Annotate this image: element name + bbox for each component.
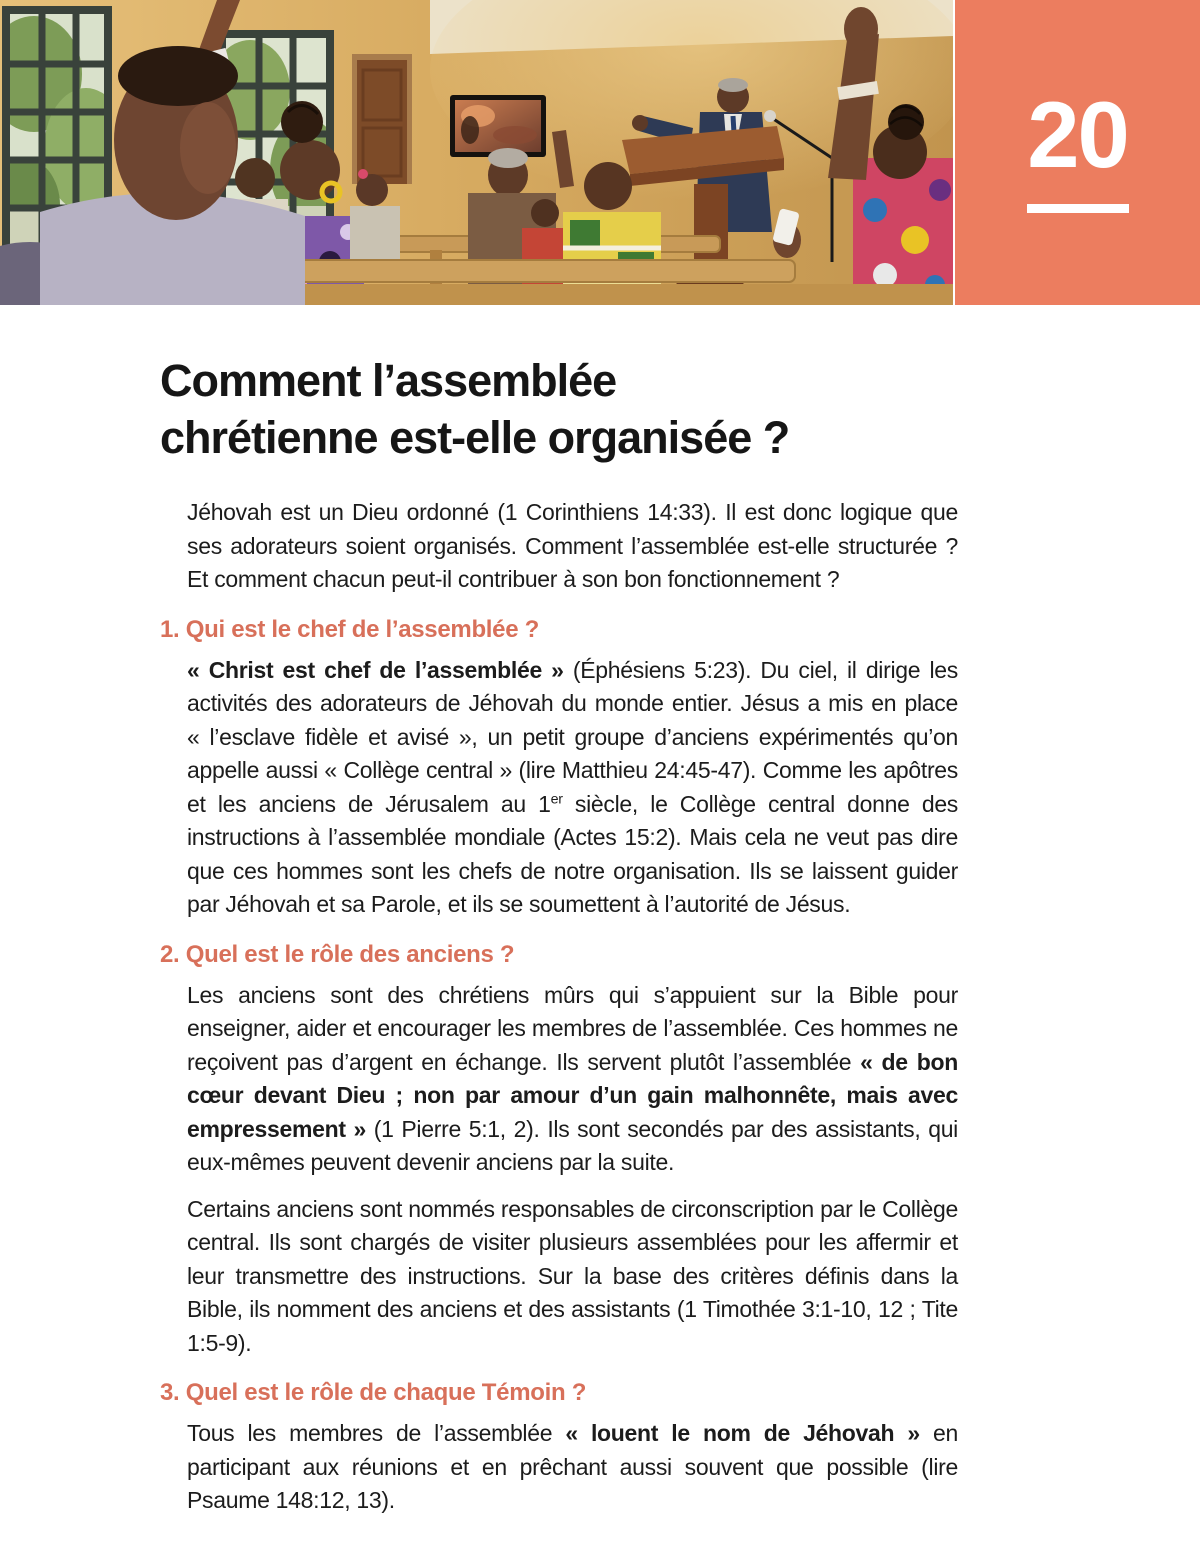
section-2: [160, 940, 958, 1361]
lesson-number: 20: [1027, 82, 1128, 187]
section-2-paragraph-2: Certains anciens sont nommés responsables de circonscription par le Collège central. Ils sont chargés de visiter plusieurs assemblées pour les affermir et leur transmettre des instructions. Sur la base des critères définis dans la Bible, ils nomment des anciens et des assistants (1 Timothée 3:1-10, 12 ; Tite 1:5-9).: [187, 1195, 958, 1356]
section-2-paragraph-1: Les anciens sont des chrétiens mûrs qui s’appuient sur la Bible pour enseigner, aider et encourager les membres de l’assemblée. Ces hommes ne reçoivent pas d’argent en échange. Ils servent plutôt l’assemblée « de bon cœur devant Dieu ; non par amour d’un gain malhonnête, mais avec empressement » (1 Pierre 5:1, 2). Ils sont secondés par des assistants, qui eux-mêmes peuvent devenir anciens par la suite.: [187, 981, 958, 1175]
page-title-line-1: Comment l’assemblée: [160, 355, 617, 406]
section-3: [160, 1378, 958, 1518]
section-3-heading: 3. Quel est le rôle de chaque Témoin ?: [160, 1379, 587, 1406]
section-1: [160, 615, 958, 922]
lesson-number-underline: [1027, 204, 1129, 213]
section-2-heading: 2. Quel est le rôle des anciens ?: [160, 940, 515, 968]
photo-tv-screen: [450, 95, 546, 157]
intro-paragraph: Jéhovah est un Dieu ordonné (1 Corinthiens 14:33). Il est donc logique que ses adorateurs soient organisés. Comment l’assemblée est-elle structurée ? Et comment chacun peut-il contribuer à son bon fonctionnement ?: [187, 499, 958, 592]
section-1-paragraph-1: « Christ est chef de l’assemblée » (Éphésiens 5:23). Du ciel, il dirige les activités des adorateurs de Jéhovah du monde entier. Jésus a mis en place « l’esclave fidèle et avisé », un petit groupe d’anciens expérimentés qu’on appelle aussi « Collège central » (lire Matthieu 24:45-47). Comme les apôtres et les anciens de Jérusalem au 1er siècle, le Collège central donne des instructions à l’assemblée mondiale (Actes 15:2). Mais cela ne veut pas dire que ces hommes sont les chefs de notre organisation. Ils se laissent guider par Jéhovah et sa Parole, et ils se soumettent à l’autorité de Jésus.: [187, 656, 959, 917]
hero-band: [0, 0, 1200, 305]
lesson-content: [0, 305, 1200, 1518]
section-1-heading: 1. Qui est le chef de l’assemblée ?: [160, 615, 539, 643]
page-title-line-2: chrétienne est-elle organisée ?: [160, 412, 790, 463]
congregation-photo: [0, 0, 953, 305]
section-3-paragraph-1: Tous les membres de l’assemblée « louent le nom de Jéhovah » en participant aux réunions et en prêchant aussi souvent que possible (lire Psaume 148:12, 13).: [187, 1420, 959, 1513]
congregation-photo-illustration: [0, 0, 953, 305]
page-title: [160, 352, 958, 466]
photo-door: [352, 54, 412, 184]
lesson-number-badge: [955, 0, 1200, 305]
